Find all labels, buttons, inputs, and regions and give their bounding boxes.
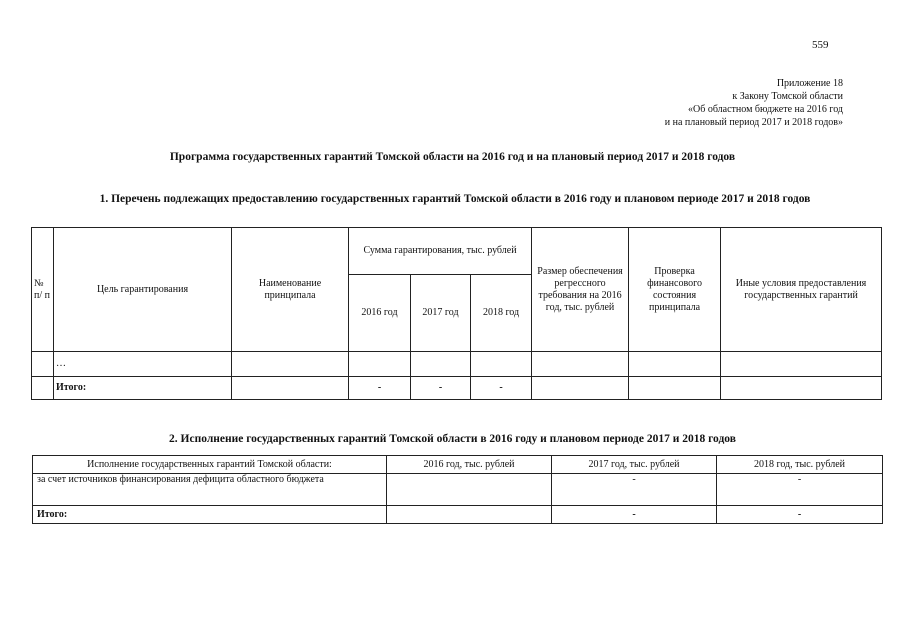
header-security: Размер обеспечения регрессного требования на 2016 год, тыс. рублей <box>532 228 629 352</box>
cell-other <box>721 377 882 400</box>
total-2017: - <box>411 377 471 400</box>
cell-2016 <box>349 352 411 377</box>
cell-goal: … <box>54 352 232 377</box>
guarantees-execution-table <box>32 455 883 524</box>
total-2017: - <box>552 506 717 524</box>
total-label: Итого: <box>54 377 232 400</box>
appendix-line: и на плановый период 2017 и 2018 годов» <box>664 117 843 128</box>
page-number: 559 <box>812 39 829 51</box>
table-row <box>33 474 883 506</box>
header-execution: Исполнение государственных гарантий Томской области: <box>33 456 387 474</box>
cell-2016 <box>387 474 552 506</box>
header-year-2017: 2017 год <box>411 275 471 352</box>
cell-security <box>532 377 629 400</box>
section-1-title: 1. Перечень подлежащих предоставлению государственных гарантий Томской области в 2016 году и плановом периоде 2017 и 2018 годов <box>99 193 811 205</box>
header-2016: 2016 год, тыс. рублей <box>387 456 552 474</box>
header-goal: Цель гарантирования <box>54 228 232 352</box>
appendix-block <box>483 77 843 129</box>
cell-check <box>629 377 721 400</box>
total-label: Итого: <box>33 506 387 524</box>
document-title: Программа государственных гарантий Томской области на 2016 год и на плановый период 2017 и 2018 годов <box>169 151 736 163</box>
header-year-2018: 2018 год <box>471 275 532 352</box>
appendix-line: к Закону Томской области <box>732 91 843 102</box>
cell-principal <box>232 377 349 400</box>
total-2016: - <box>349 377 411 400</box>
cell-2017: - <box>552 474 717 506</box>
total-row <box>32 377 882 400</box>
total-2018: - <box>471 377 532 400</box>
cell-principal <box>232 352 349 377</box>
cell-other <box>721 352 882 377</box>
cell-check <box>629 352 721 377</box>
header-other-conditions: Иные условия предоставления государственных гарантий <box>721 228 882 352</box>
execution-source-label: за счет источников финансирования дефицита областного бюджета <box>33 474 387 506</box>
cell-2018 <box>471 352 532 377</box>
total-2018: - <box>717 506 883 524</box>
header-principal: Наименование принципала <box>232 228 349 352</box>
cell-security <box>532 352 629 377</box>
guarantees-list-table <box>31 227 882 400</box>
cell-2018: - <box>717 474 883 506</box>
header-2018: 2018 год, тыс. рублей <box>717 456 883 474</box>
cell-number <box>32 352 54 377</box>
header-check: Проверка финансового состояния принципала <box>629 228 721 352</box>
header-sum: Сумма гарантирования, тыс. рублей <box>349 228 532 275</box>
appendix-line: Приложение 18 <box>776 78 843 89</box>
total-2016 <box>387 506 552 524</box>
header-2017: 2017 год, тыс. рублей <box>552 456 717 474</box>
cell-number <box>32 377 54 400</box>
cell-2017 <box>411 352 471 377</box>
header-year-2016: 2016 год <box>349 275 411 352</box>
section-2-title: 2. Исполнение государственных гарантий Томской области в 2016 году и плановом периоде 2017 и 2018 годов <box>169 433 736 445</box>
table-row <box>32 352 882 377</box>
total-row <box>33 506 883 524</box>
appendix-line: «Об областном бюджете на 2016 год <box>688 104 843 115</box>
header-number: № п/ п <box>32 228 54 352</box>
